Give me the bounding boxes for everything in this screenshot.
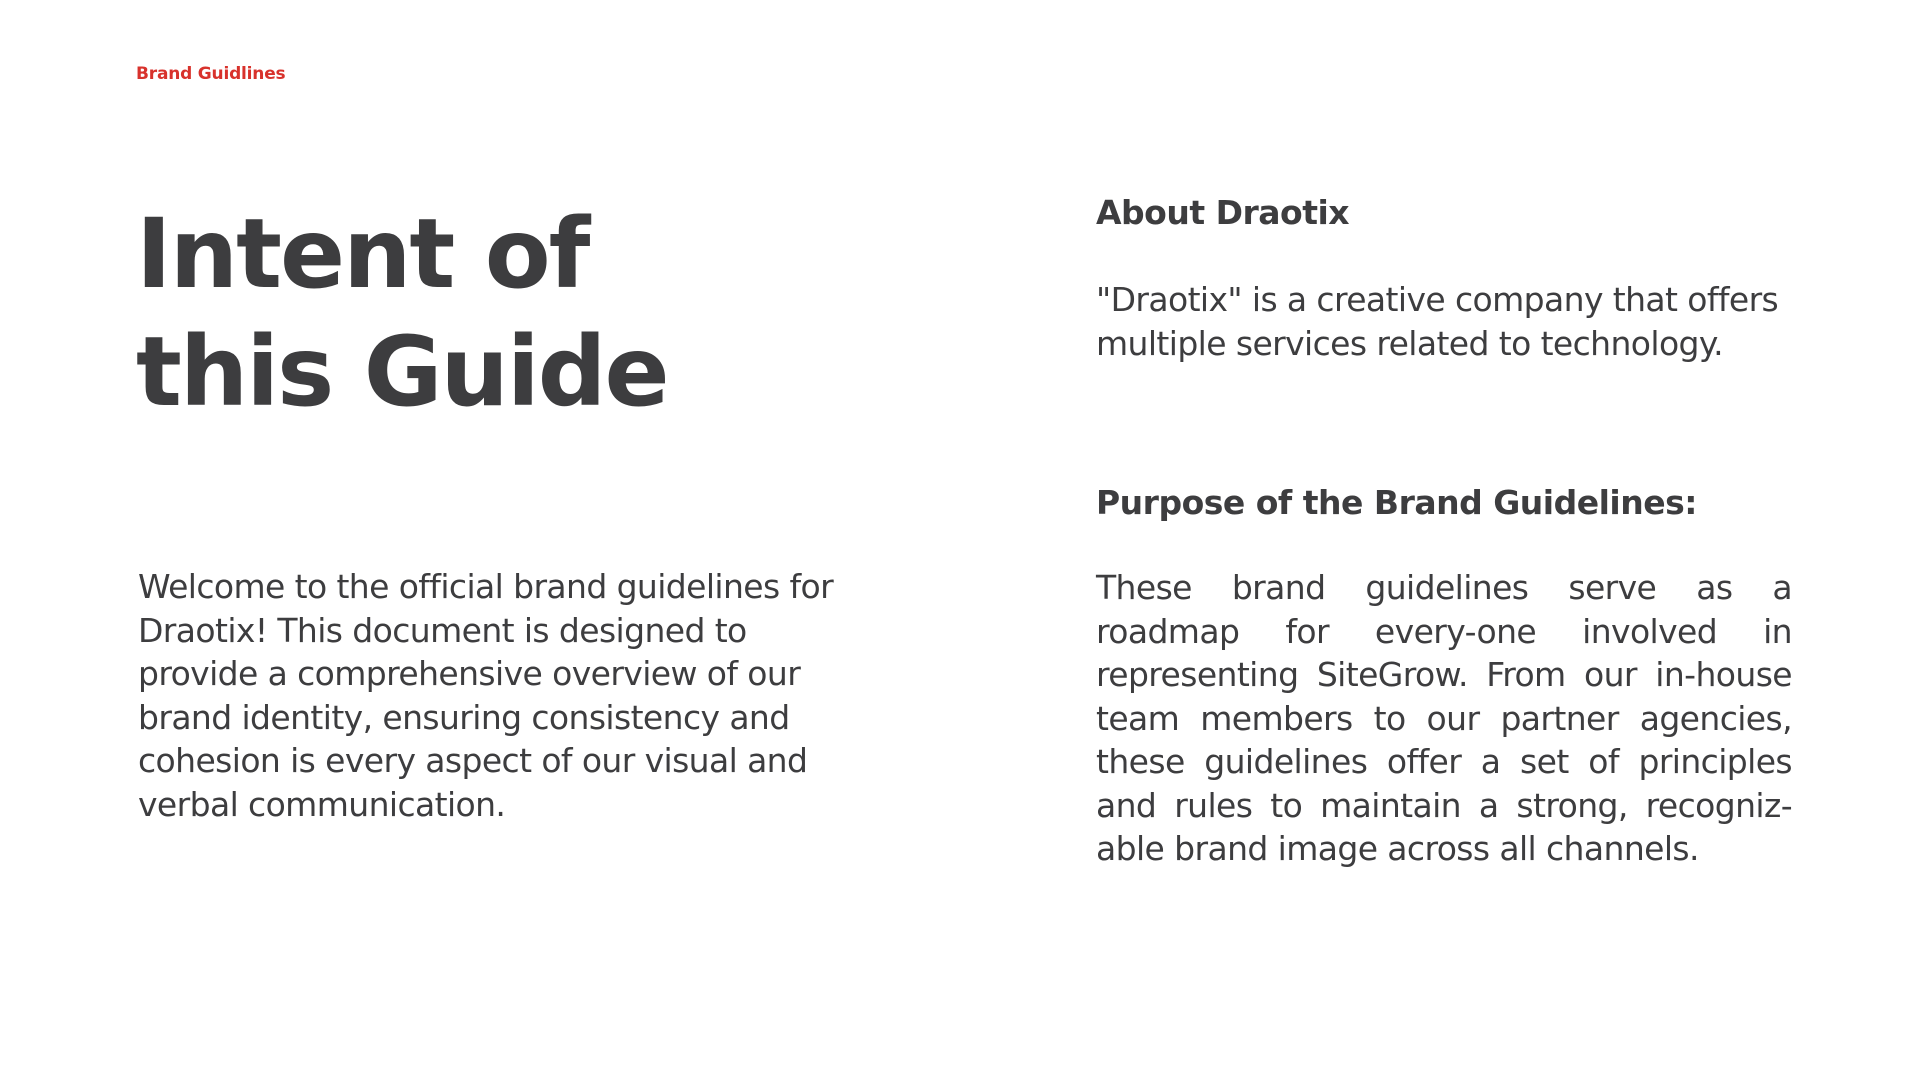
page-title-line-2: this Guide [136, 316, 668, 428]
purpose-heading: Purpose of the Brand Guidelines: [1096, 483, 1697, 522]
page-title [136, 195, 956, 431]
about-heading: About Draotix [1096, 193, 1350, 232]
page-title-line-1: Intent of [136, 198, 589, 310]
intro-paragraph: Welcome to the official brand guidelines for Draotix! This document is designed to provide a comprehensive overview of our brand identity, ensuring consistency and cohesion is every aspect of our visual and verbal communication. [138, 567, 834, 824]
brand-guidelines-tag: Brand Guidlines [136, 64, 286, 84]
about-paragraph: "Draotix" is a creative company that offers multiple services related to technology. [1096, 280, 1779, 363]
purpose-paragraph: These brand guidelines serve as a roadmap for every-one involved in representing SiteGrow. From our in-house team members to our partner agencies, these guidelines offer a set of principles and rules to maintain a strong, recogniz-able brand image across all channels. [1096, 568, 1792, 868]
